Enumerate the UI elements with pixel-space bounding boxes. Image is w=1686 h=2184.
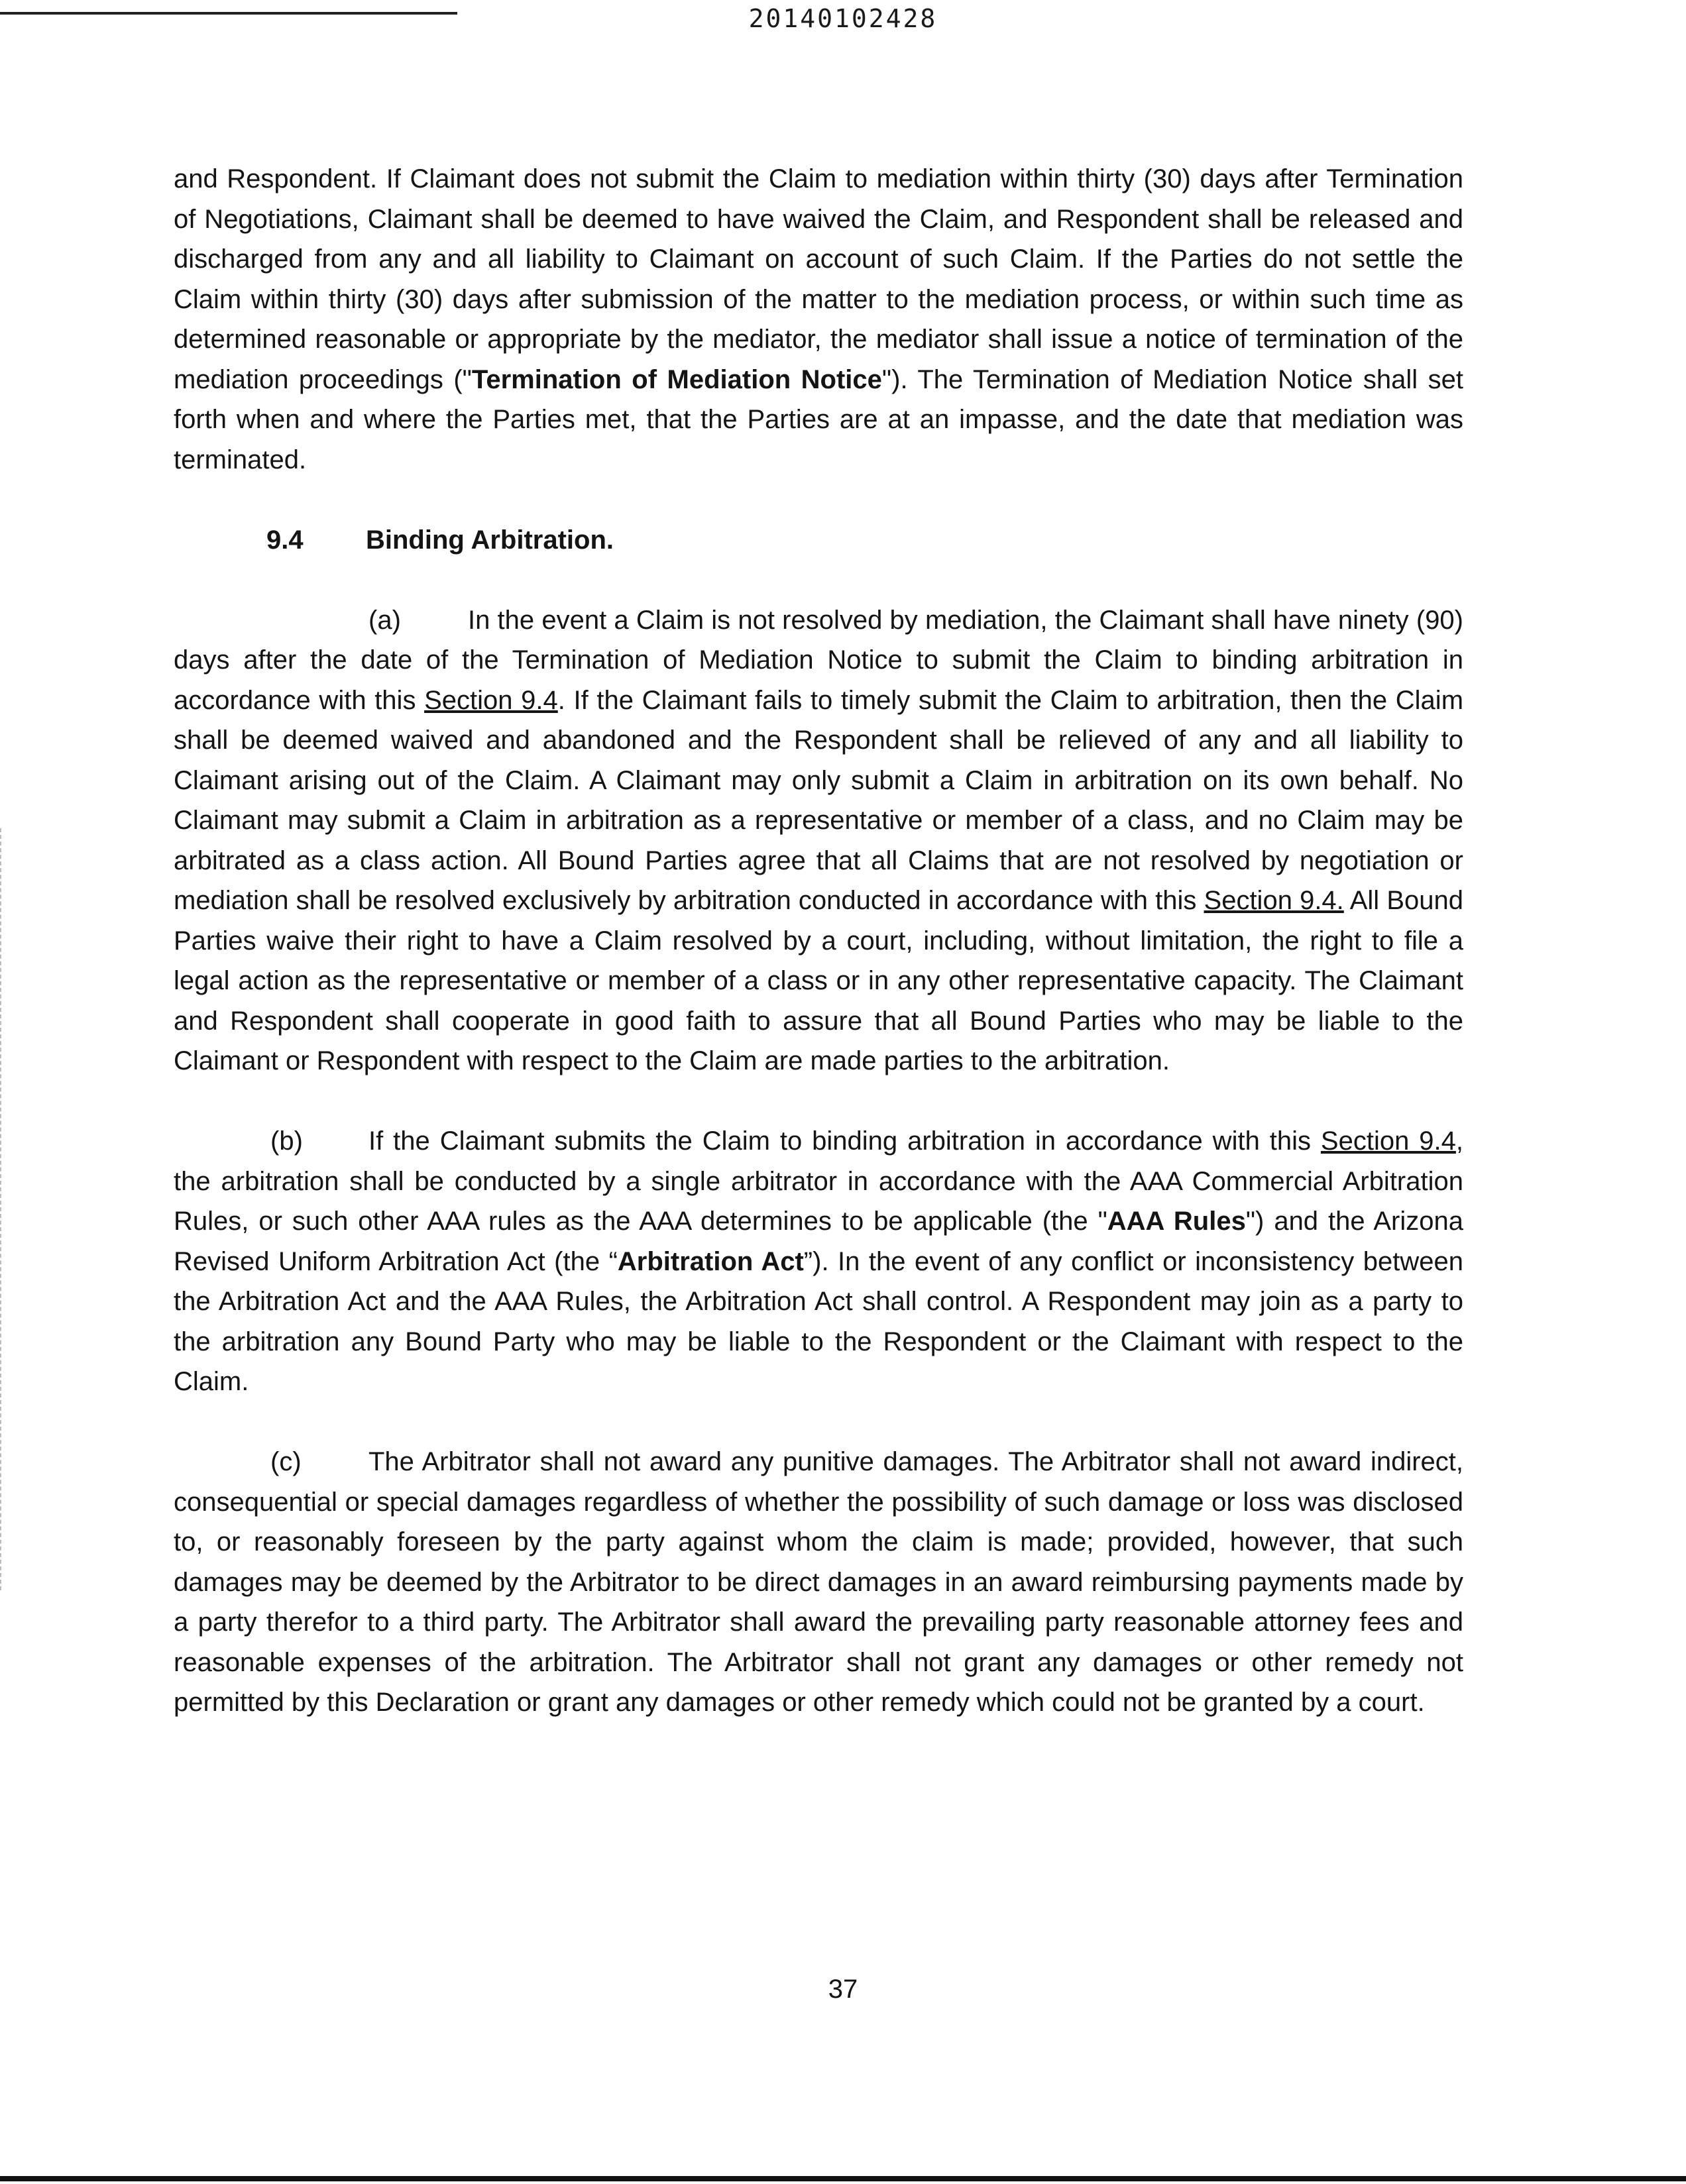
paragraph-c — [174, 1442, 1463, 1723]
paragraph-c-label: (c) — [270, 1447, 302, 1476]
paragraph-a-text-2: . If the Claimant fails to timely submit the Claim to arbitration, then the Claim shall be deemed waived and abandoned and the Respondent shall be relieved of any and all liability to Claimant arising out of the Claim. A Claimant may only submit a Claim in arbitration on its own behalf. No Claimant may submit a Claim in arbitration as a representative or member of a class, and no Claim may be arbitrated as a class action. All Bound Parties agree that all Claims that are not resolved by negotiation or mediation shall be resolved exclusively by arbitration conducted in accordance with this — [174, 685, 1464, 915]
document-number: 20140102428 — [748, 4, 938, 33]
defined-term-arbitration-act: Arbitration Act — [617, 1246, 804, 1276]
section-reference-link[interactable]: Section 9.4 — [1320, 1126, 1456, 1156]
paragraph-intro — [174, 159, 1463, 480]
paragraph-b-text-1: If the Claimant submits the Claim to binding arbitration in accordance with this — [368, 1126, 1321, 1156]
paragraph-a — [174, 600, 1463, 1081]
spacer — [174, 1081, 1463, 1122]
paragraph-b — [174, 1121, 1463, 1402]
spacer — [174, 560, 1463, 600]
section-heading — [174, 520, 1463, 561]
bottom-rule — [0, 2176, 1686, 2181]
paragraph-intro-text-after: "). The Termination of Mediation Notice shall set forth when and where the Parties met, that the Parties are at an impasse, and the date that mediation was terminated. — [174, 364, 1463, 474]
paragraph-c-text: The Arbitrator shall not award any punitive damages. The Arbitrator shall not award indirect, consequential or special damages regardless of whether the possibility of such damage or loss was disclosed to, or reasonably foreseen by the party against whom the claim is made; provided, however, that such damages may be deemed by the Arbitrator to be direct damages in an award reimbursing payments made by a party therefor to a third party. The Arbitrator shall award the prevailing party reasonable attorney fees and reasonable expenses of the arbitration. The Arbitrator shall not grant any damages or other remedy not permitted by this Declaration or grant any damages or other remedy which could not be granted by a court. — [174, 1447, 1463, 1717]
paragraph-a-text-3: All Bound Parties waive their right to have a Claim resolved by a court, including, without limitation, the right to file a legal action as the representative or member of a class or in any other representative capacity. The Claimant and Respondent shall cooperate in good faith to assure that all Bound Parties who may be liable to the Claimant or Respondent with respect to the Claim are made parties to the arbitration. — [174, 886, 1463, 1075]
spacer — [174, 480, 1463, 520]
paragraph-b-text-2: , the arbitration shall be conducted by a single arbitrator in accordance with the AAA Commercial Arbitration Rules, or such other AAA rules as the AAA determines to be applicable (the " — [174, 1126, 1463, 1236]
section-reference-link[interactable]: Section 9.4 — [424, 685, 558, 715]
defined-term-aaa-rules: AAA Rules — [1107, 1207, 1246, 1236]
document-body — [174, 159, 1463, 1723]
paragraph-b-label: (b) — [270, 1126, 303, 1156]
paragraph-a-label: (a) — [368, 605, 401, 635]
section-title: Binding Arbitration. — [366, 525, 614, 555]
section-reference-link[interactable]: Section 9.4. — [1204, 886, 1344, 915]
scan-margin-marks — [0, 828, 3, 1590]
paragraph-b-text-3: ") and the Arizona Revised Uniform Arbitration Act (the “ — [174, 1207, 1463, 1276]
page-number: 37 — [828, 1975, 858, 2004]
paragraph-b-text-4: ”). In the event of any conflict or inconsistency between the Arbitration Act and the AAA Rules, the Arbitration Act shall control. A Respondent may join as a party to the arbitration any Bound Party who may be liable to the Respondent or the Claimant with respect to the Claim. — [174, 1246, 1464, 1396]
defined-term-termination-notice: Termination of Mediation Notice — [471, 364, 882, 394]
paragraph-intro-text: and Respondent. If Claimant does not submit the Claim to mediation within thirty (30) days after Termination of Negotiations, Claimant shall be deemed to have waived the Claim, and Respondent shall be released and discharged from any and all liability to Claimant on account of such Claim. If the Parties do not settle the Claim within thirty (30) days after submission of the matter to the mediation process, or within such time as determined reasonable or appropriate by the mediator, the mediator shall issue a notice of termination of the mediation proceedings (" — [174, 164, 1463, 394]
paragraph-a-text-1: In the event a Claim is not resolved by mediation, the Claimant shall have ninety (90) days after the date of the Termination of Mediation Notice to submit the Claim to binding arbitration in accordance with this — [174, 605, 1463, 715]
section-number: 9.4 — [266, 525, 304, 555]
spacer — [174, 1402, 1463, 1443]
